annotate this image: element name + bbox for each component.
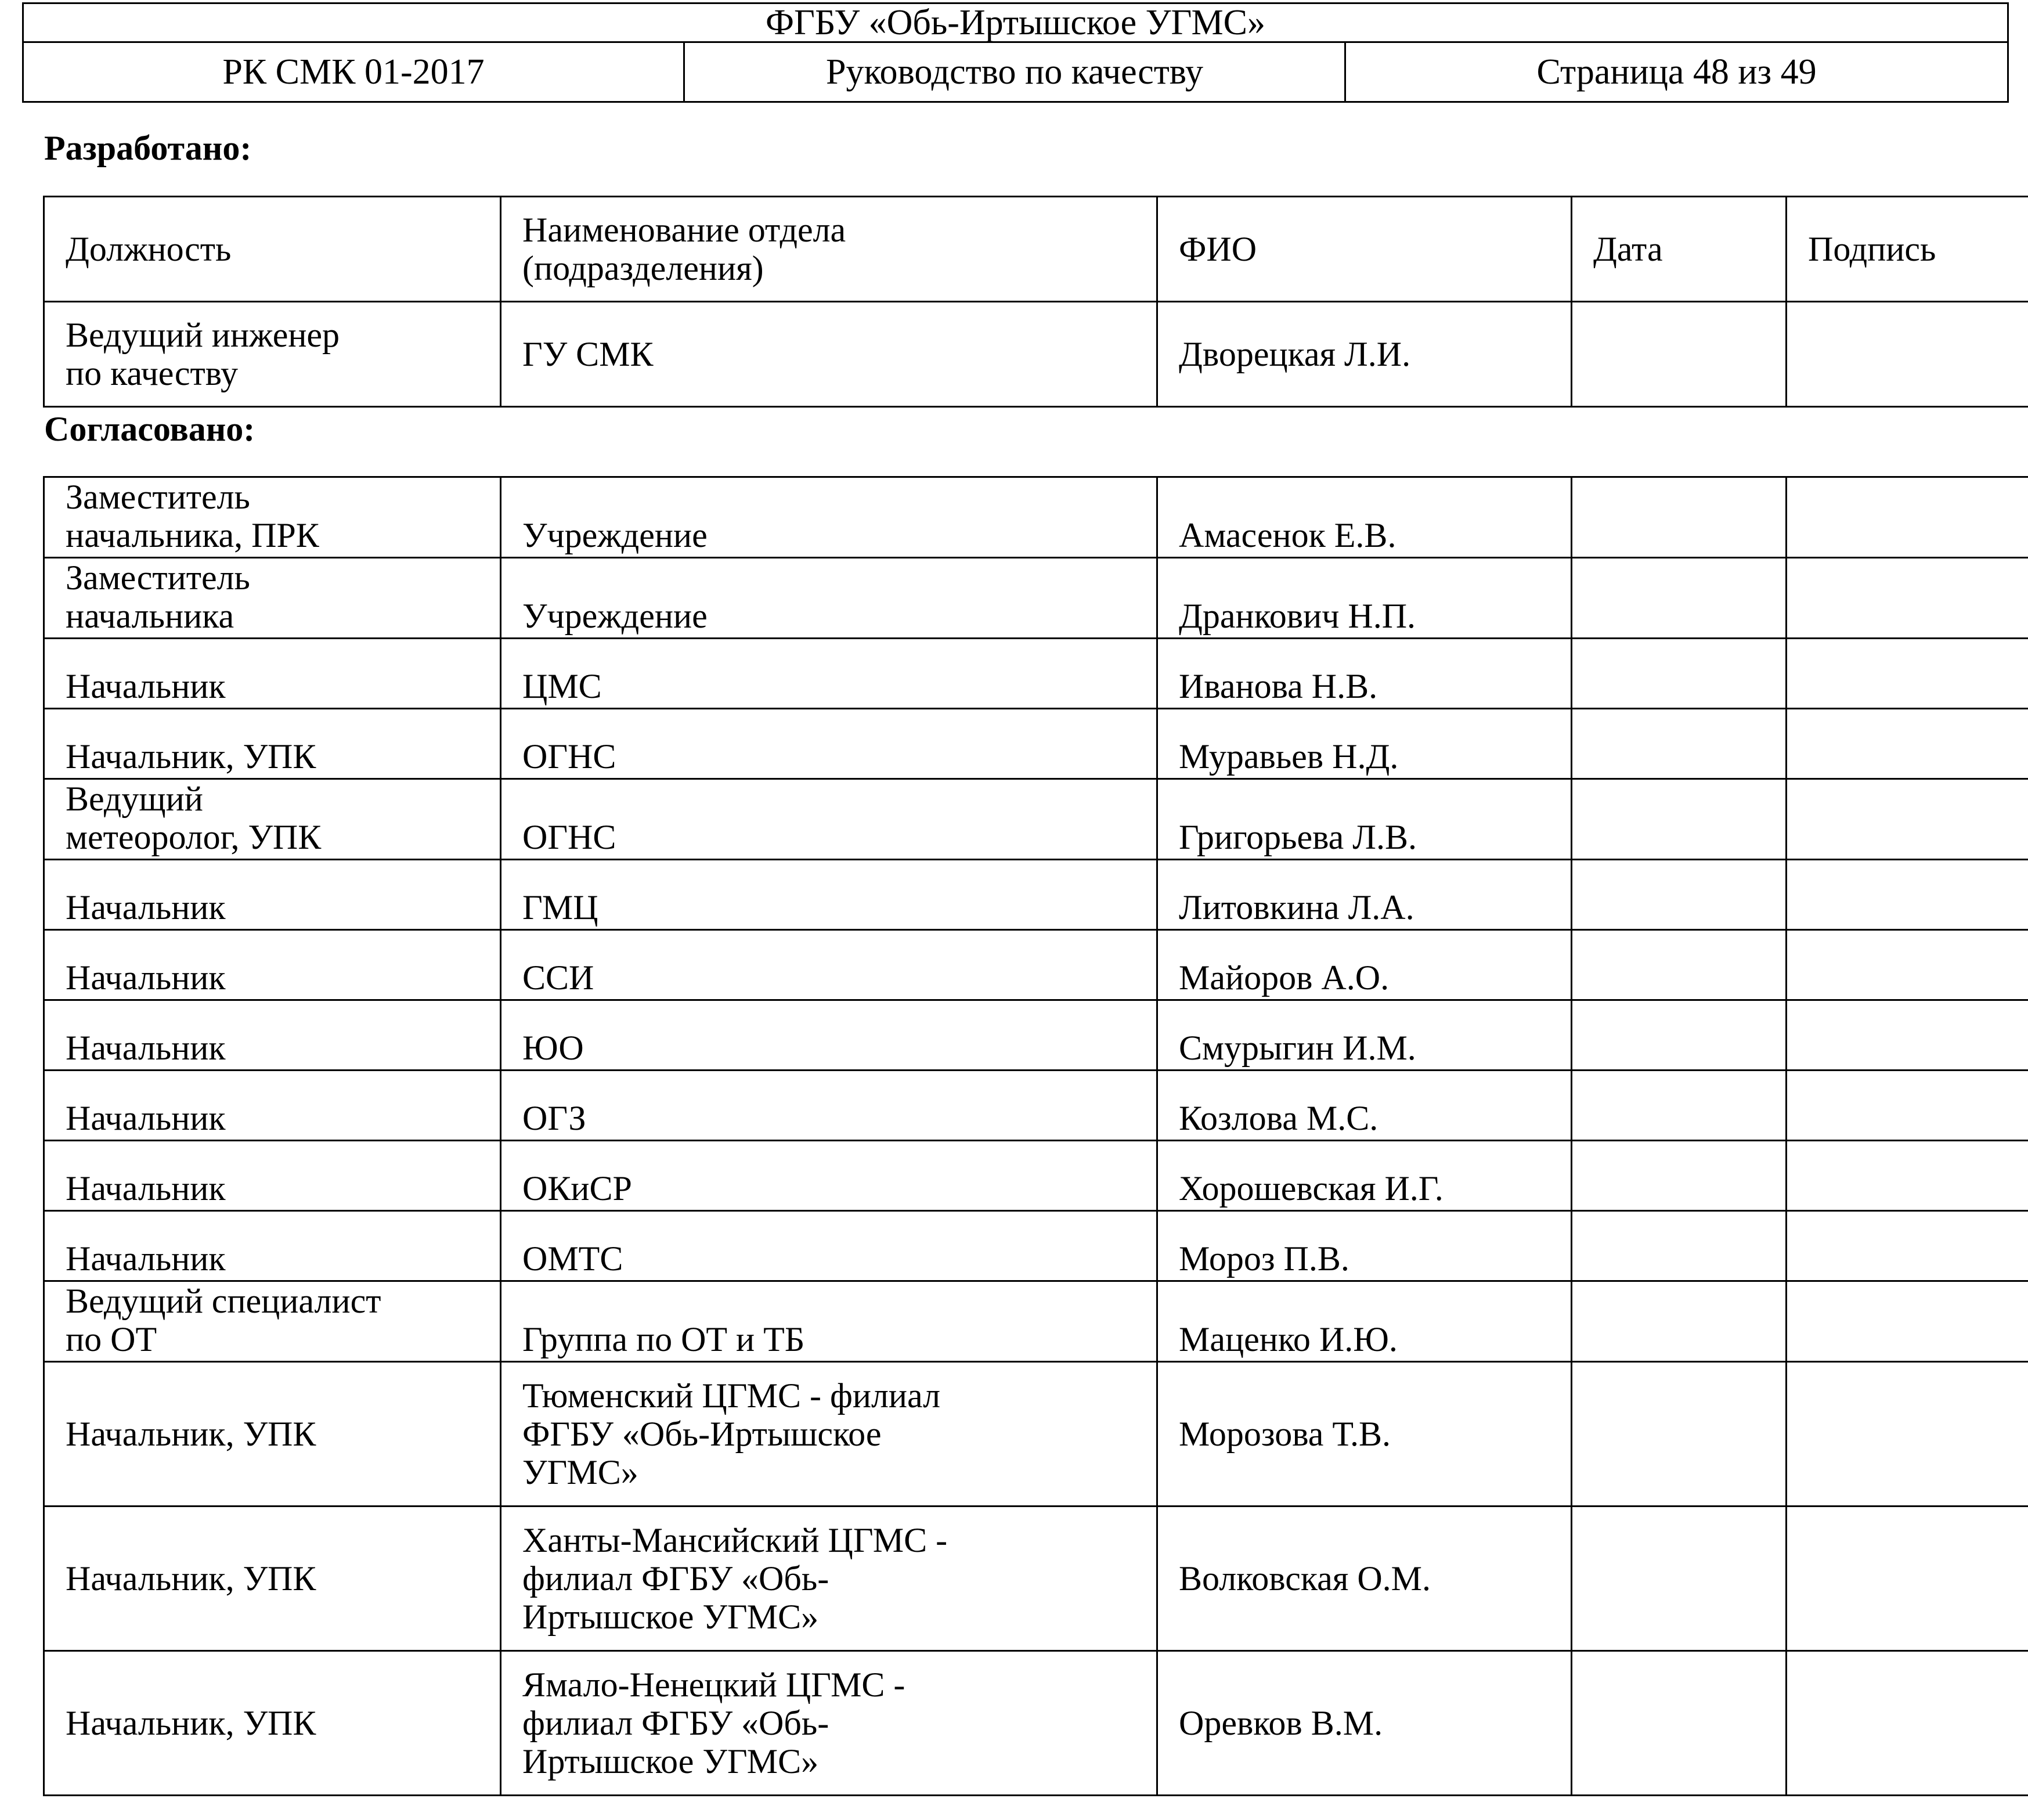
signature-cell: [1787, 1281, 2028, 1362]
signature-cell: [1787, 1651, 2028, 1796]
department-cell: ЦМС: [501, 639, 1157, 709]
position-cell: Начальник: [44, 860, 501, 930]
signature-cell: [1787, 558, 2028, 639]
date-cell: [1572, 930, 1787, 1000]
column-header-date: Дата: [1572, 197, 1787, 302]
department-cell: ОГЗ: [501, 1071, 1157, 1141]
name-cell: Амасенок Е.В.: [1157, 477, 1572, 558]
developed-table: [43, 196, 2028, 408]
position-cell: Начальник: [44, 1211, 501, 1281]
agreed-table: [43, 476, 2028, 1796]
table-row: [44, 1507, 2028, 1651]
table-row: [44, 1000, 2028, 1071]
name-cell: Оревков В.М.: [1157, 1651, 1572, 1796]
name-cell: Литовкина Л.А.: [1157, 860, 1572, 930]
name-cell: Муравьев Н.Д.: [1157, 709, 1572, 779]
name-cell: Хорошевская И.Г.: [1157, 1141, 1572, 1211]
date-cell: [1572, 1211, 1787, 1281]
position-cell: Заместитель начальника: [44, 558, 501, 639]
department-cell: ГУ СМК: [501, 302, 1157, 407]
signature-cell: [1787, 639, 2028, 709]
position-cell: Начальник: [44, 930, 501, 1000]
document-header: [22, 2, 2009, 103]
name-cell: Григорьева Л.В.: [1157, 779, 1572, 860]
position-cell: Начальник, УПК: [44, 1362, 501, 1507]
department-cell: Тюменский ЦГМС - филиал ФГБУ «Обь-Иртышское УГМС»: [501, 1362, 1157, 1507]
position-cell: Начальник, УПК: [44, 709, 501, 779]
signature-cell: [1787, 1362, 2028, 1507]
date-cell: [1572, 1651, 1787, 1796]
signature-cell: [1787, 709, 2028, 779]
date-cell: [1572, 1281, 1787, 1362]
signature-cell: [1787, 1071, 2028, 1141]
table-row: [44, 1651, 2028, 1796]
date-cell: [1572, 1362, 1787, 1507]
date-cell: [1572, 1507, 1787, 1651]
position-cell: Начальник: [44, 1000, 501, 1071]
table-row: [44, 477, 2028, 558]
signature-cell: [1787, 302, 2028, 407]
table-row: [44, 639, 2028, 709]
table-row: [44, 1281, 2028, 1362]
date-cell: [1572, 1071, 1787, 1141]
name-cell: Морозова Т.В.: [1157, 1362, 1572, 1507]
signature-cell: [1787, 930, 2028, 1000]
signature-cell: [1787, 477, 2028, 558]
name-cell: Дранкович Н.П.: [1157, 558, 1572, 639]
table-row: [44, 860, 2028, 930]
date-cell: [1572, 639, 1787, 709]
document-code: РК СМК 01-2017: [23, 42, 684, 102]
position-cell: Ведущий инженер по качеству: [44, 302, 501, 407]
date-cell: [1572, 860, 1787, 930]
date-cell: [1572, 779, 1787, 860]
position-cell: Начальник, УПК: [44, 1507, 501, 1651]
signature-cell: [1787, 1507, 2028, 1651]
date-cell: [1572, 302, 1787, 407]
column-header-signature: Подпись: [1787, 197, 2028, 302]
department-cell: ОКиСР: [501, 1141, 1157, 1211]
developed-section-title: Разработано:: [44, 129, 252, 167]
department-cell: Группа по ОТ и ТБ: [501, 1281, 1157, 1362]
column-header-department: Наименование отдела (подразделения): [501, 197, 1157, 302]
date-cell: [1572, 1141, 1787, 1211]
department-cell: Учреждение: [501, 477, 1157, 558]
date-cell: [1572, 1000, 1787, 1071]
name-cell: Мороз П.В.: [1157, 1211, 1572, 1281]
table-row: [44, 1211, 2028, 1281]
table-row: [44, 779, 2028, 860]
table-row: [44, 930, 2028, 1000]
name-cell: Дворецкая Л.И.: [1157, 302, 1572, 407]
department-cell: Ямало-Ненецкий ЦГМС - филиал ФГБУ «Обь- Иртышское УГМС»: [501, 1651, 1157, 1796]
signature-cell: [1787, 1141, 2028, 1211]
agreed-section-title: Согласовано:: [44, 410, 255, 448]
date-cell: [1572, 477, 1787, 558]
position-cell: Начальник: [44, 639, 501, 709]
department-cell: ОГНС: [501, 779, 1157, 860]
position-cell: Начальник, УПК: [44, 1651, 501, 1796]
document-title: Руководство по качеству: [684, 42, 1345, 102]
department-cell: ЮО: [501, 1000, 1157, 1071]
position-cell: Ведущий метеоролог, УПК: [44, 779, 501, 860]
department-cell: ОМТС: [501, 1211, 1157, 1281]
page-number: Страница 48 из 49: [1345, 42, 2008, 102]
date-cell: [1572, 558, 1787, 639]
signature-cell: [1787, 779, 2028, 860]
position-cell: Заместитель начальника, ПРК: [44, 477, 501, 558]
department-cell: Учреждение: [501, 558, 1157, 639]
date-cell: [1572, 709, 1787, 779]
table-row: [44, 302, 2028, 407]
position-cell: Начальник: [44, 1141, 501, 1211]
name-cell: Смурыгин И.М.: [1157, 1000, 1572, 1071]
name-cell: Маценко И.Ю.: [1157, 1281, 1572, 1362]
table-row: [44, 1141, 2028, 1211]
department-cell: ОГНС: [501, 709, 1157, 779]
column-header-position: Должность: [44, 197, 501, 302]
name-cell: Майоров А.О.: [1157, 930, 1572, 1000]
column-header-name: ФИО: [1157, 197, 1572, 302]
table-row: [44, 709, 2028, 779]
department-cell: ССИ: [501, 930, 1157, 1000]
table-row: [44, 1071, 2028, 1141]
name-cell: Иванова Н.В.: [1157, 639, 1572, 709]
signature-cell: [1787, 1211, 2028, 1281]
signature-cell: [1787, 860, 2028, 930]
organization-title: ФГБУ «Обь-Иртышское УГМС»: [23, 3, 2008, 42]
name-cell: Козлова М.С.: [1157, 1071, 1572, 1141]
name-cell: Волковская О.М.: [1157, 1507, 1572, 1651]
position-cell: Ведущий специалист по ОТ: [44, 1281, 501, 1362]
department-cell: ГМЦ: [501, 860, 1157, 930]
table-header-row: [44, 197, 2028, 302]
table-row: [44, 1362, 2028, 1507]
signature-cell: [1787, 1000, 2028, 1071]
department-cell: Ханты-Мансийский ЦГМС - филиал ФГБУ «Обь- Иртышское УГМС»: [501, 1507, 1157, 1651]
table-row: [44, 558, 2028, 639]
position-cell: Начальник: [44, 1071, 501, 1141]
